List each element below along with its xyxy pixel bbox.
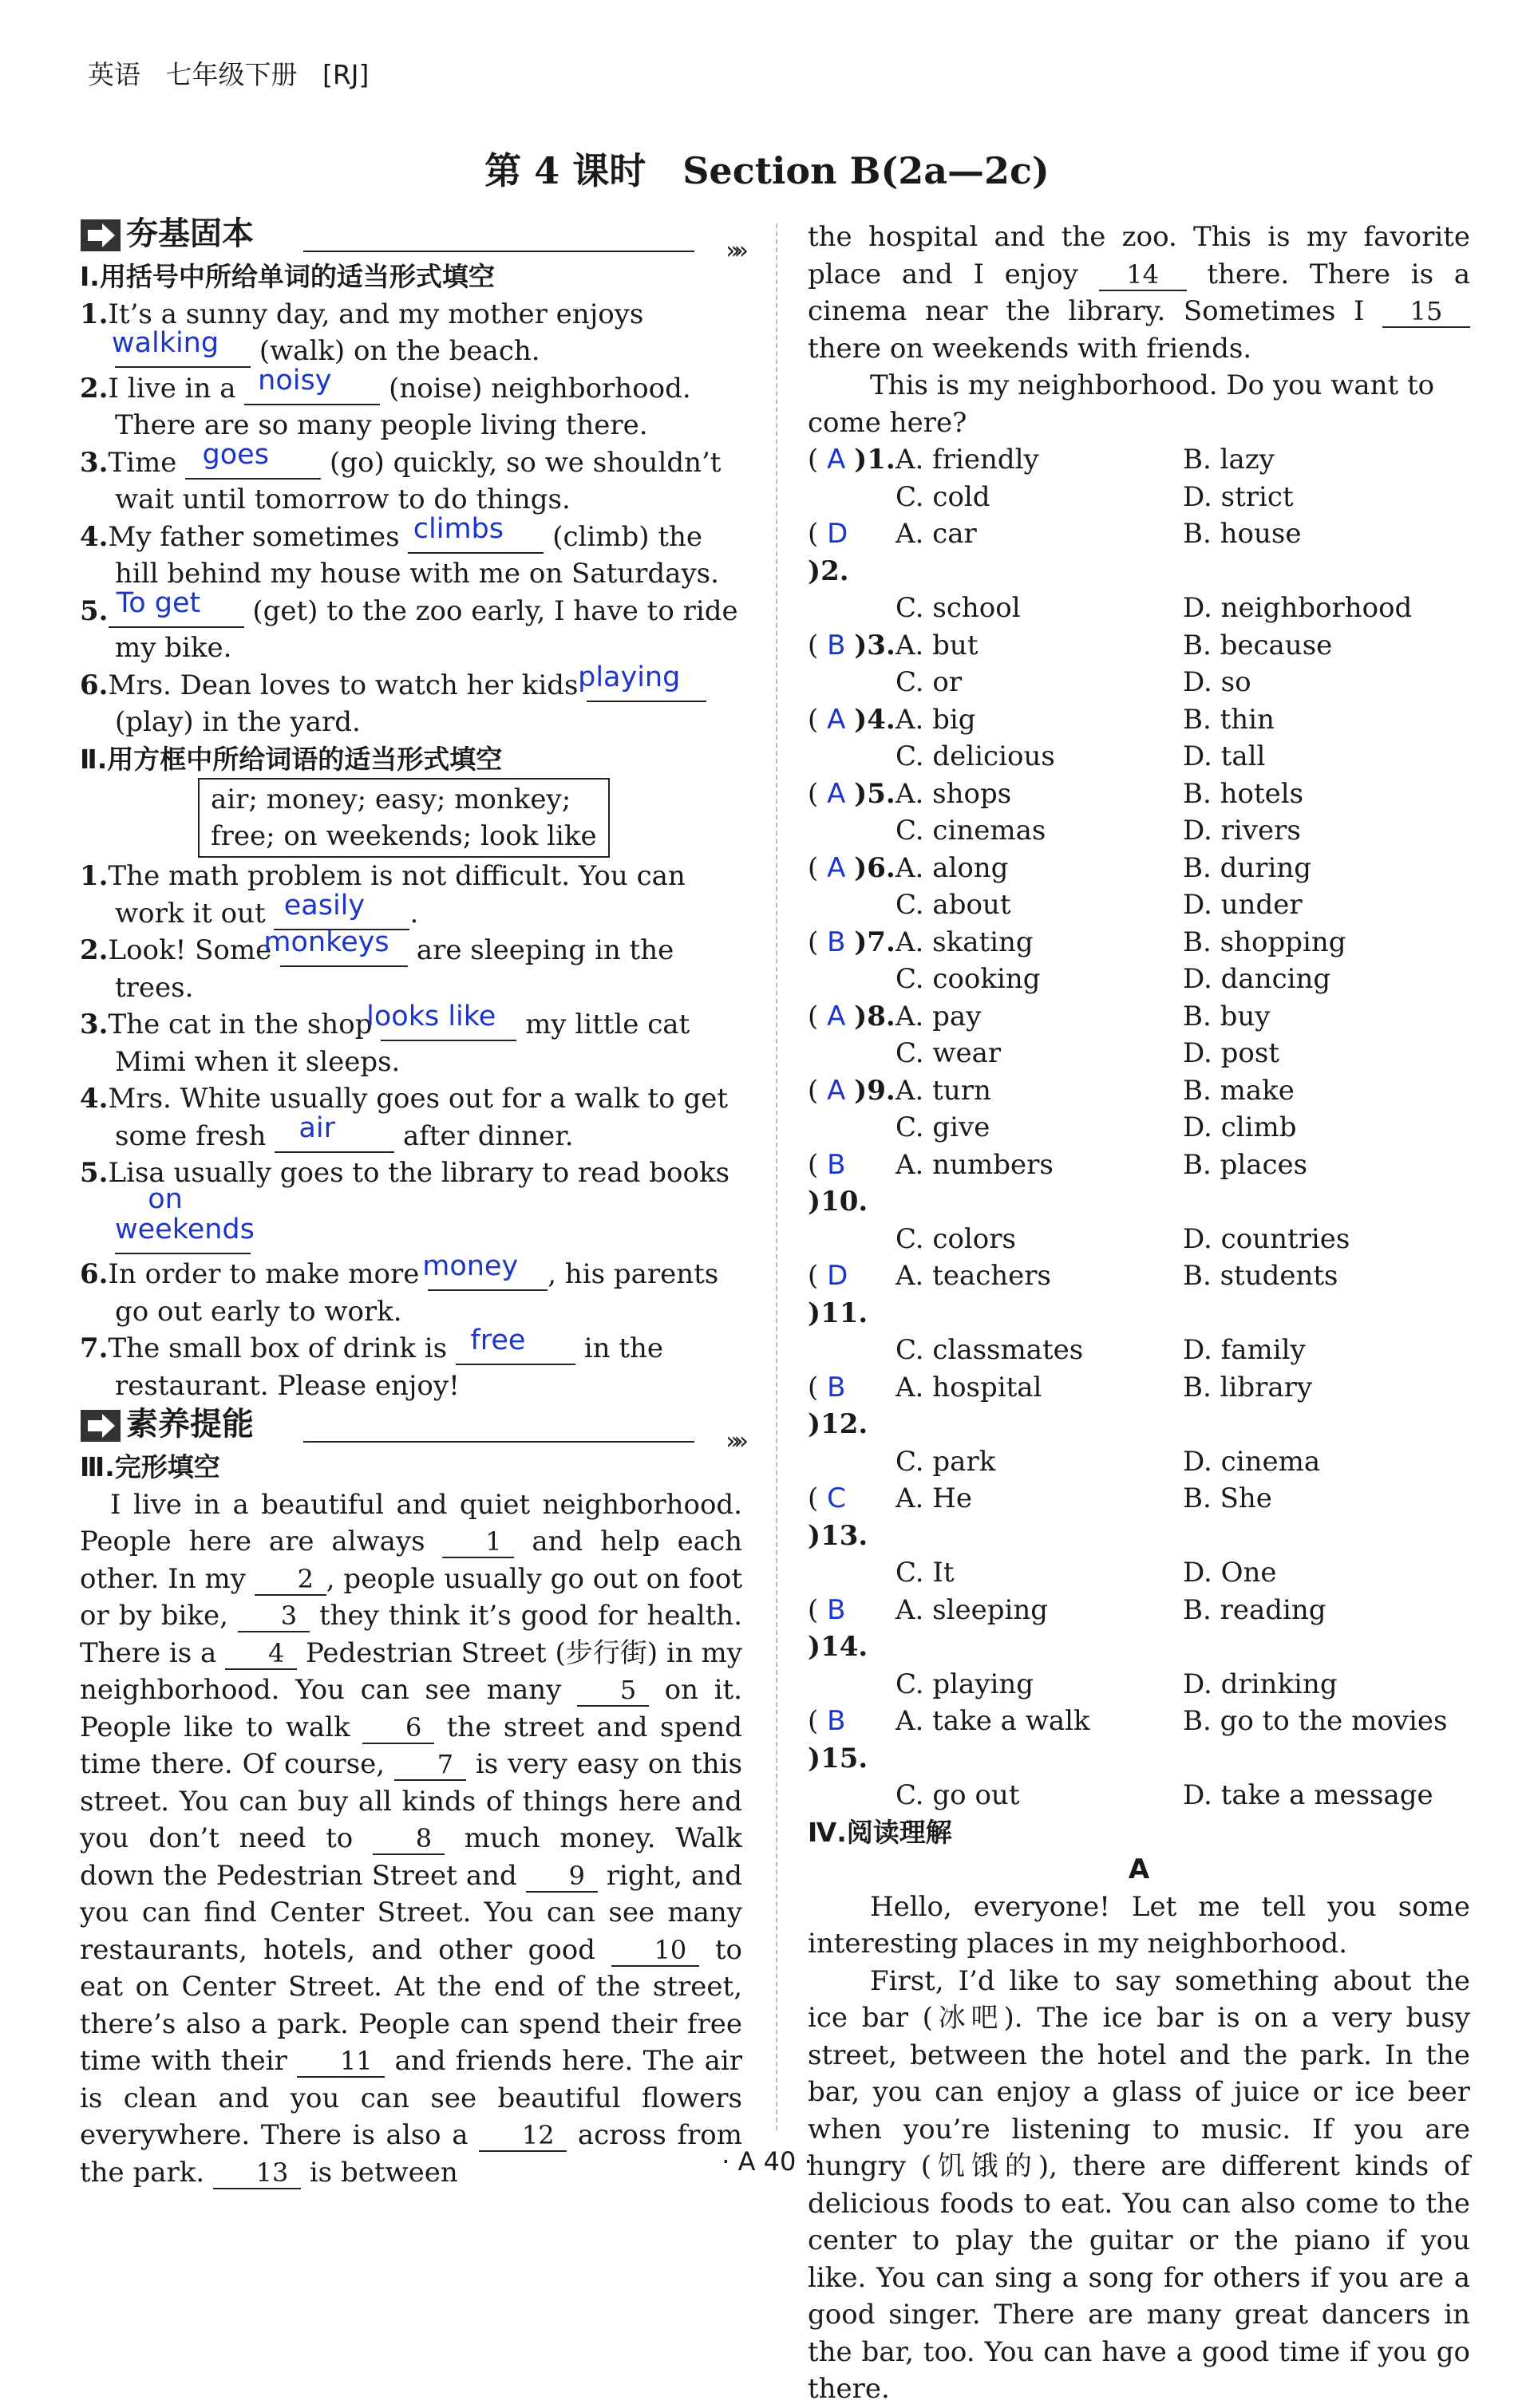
option-b: B. shopping	[1183, 926, 1346, 958]
option-row	[808, 627, 1470, 665]
option-row	[808, 701, 1470, 739]
chevrons-icon: »»	[725, 237, 742, 265]
option-d: D. drinking	[1183, 1668, 1338, 1700]
option-c: C. delicious	[895, 740, 1055, 772]
answer-bracket: ( D )2.	[808, 518, 849, 587]
answer-bracket: ( B )3.	[808, 629, 895, 661]
option-d: D. countries	[1183, 1222, 1350, 1255]
column-divider	[776, 223, 777, 2130]
option-b: B. make	[1183, 1074, 1295, 1107]
answer-text: money	[422, 1250, 519, 1282]
option-d: D. cinema	[1183, 1445, 1321, 1478]
option-b: B. She	[1183, 1482, 1272, 1514]
answer-text: looks like	[366, 1001, 496, 1032]
question-item: 4.Mrs. White usually goes out for a walk to get some fresh air after dinner.	[80, 1083, 729, 1152]
answer-bracket: ( A )9.	[808, 1074, 895, 1107]
question-item: 7.The small box of drink is free in the restaurant. Please enjoy!	[80, 1324, 664, 1402]
option-row	[808, 441, 1470, 479]
option-c: C. playing	[895, 1668, 1034, 1700]
header-subject: 英语	[88, 59, 140, 90]
option-d: D. neighborhood	[1183, 592, 1413, 624]
option-d: D. take a message	[1183, 1779, 1433, 1811]
answer-text: on weekends	[115, 1182, 255, 1245]
answer-text: B	[827, 1705, 846, 1737]
arrow-badge-icon	[80, 1409, 121, 1443]
word-box-line: free; on weekends; look like	[211, 820, 597, 852]
answer-bracket: ( A )6.	[808, 851, 895, 884]
option-row	[808, 1109, 1470, 1147]
option-a: A. big	[895, 703, 976, 736]
option-row	[808, 590, 1470, 627]
option-row	[808, 1369, 1470, 1443]
answer-bracket: ( A )8.	[808, 1000, 895, 1032]
header-edition: [RJ]	[322, 59, 370, 90]
option-row	[808, 738, 1470, 776]
page-title: 第 4 课时 Section B(2a—2c)	[484, 149, 1050, 192]
arrow-badge-icon	[80, 219, 121, 252]
answer-text: B	[827, 926, 846, 958]
option-a: A. numbers	[895, 1148, 1054, 1181]
option-a: A. shops	[895, 777, 1012, 810]
option-d: D. tall	[1183, 740, 1266, 772]
option-c: C. about	[895, 889, 1011, 921]
question-item: 6.In order to make more money , his parents go out early to work.	[80, 1250, 719, 1328]
option-row	[808, 812, 1470, 850]
option-a: A. friendly	[895, 444, 1039, 476]
page-header	[88, 54, 369, 92]
option-b: B. hotels	[1183, 777, 1304, 810]
option-row	[808, 1332, 1470, 1369]
option-a: A. turn	[895, 1074, 991, 1107]
answer-bracket: ( D )11.	[808, 1260, 868, 1329]
question-item: 6.Mrs. Dean loves to watch her kids playing (play) in the yard.	[80, 667, 742, 741]
answer-text: walking	[111, 327, 219, 359]
option-c: C. park	[895, 1445, 996, 1478]
question-item: 1.It’s a sunny day, and my mother enjoys walking (walk) on the beach.	[80, 298, 644, 367]
option-b: B. because	[1183, 629, 1333, 661]
header-grade: 七年级下册	[165, 59, 298, 90]
option-row	[808, 1035, 1470, 1072]
answer-bracket: ( B )12.	[808, 1371, 868, 1440]
section-heading: Ⅳ.阅读理解	[808, 1816, 952, 1848]
cloze-closing: This is my neighborhood. Do you want to come here?	[808, 369, 1435, 439]
page-number: · A 40 ·	[722, 2146, 812, 2177]
answer-bracket: ( A )5.	[808, 777, 895, 810]
option-b: B. thin	[1183, 703, 1275, 736]
answer-text: air	[298, 1111, 335, 1144]
answer-bracket: ( B )15.	[808, 1705, 868, 1774]
option-c: C. classmates	[895, 1334, 1084, 1366]
banner-advance	[80, 1404, 742, 1455]
option-d: D. so	[1183, 666, 1251, 698]
option-c: C. wear	[895, 1037, 1002, 1069]
option-c: C. go out	[895, 1779, 1020, 1811]
answer-bracket: ( B )7.	[808, 926, 895, 958]
answer-text: A	[827, 777, 846, 810]
answer-text: climbs	[413, 512, 504, 545]
section-heading: Ⅱ.用方框中所给词语的适当形式填空	[80, 743, 503, 775]
right-column	[808, 219, 1470, 2408]
question-item: 2.I live in a noisy (noise) neighborhood. There are so many people living there.	[80, 364, 691, 441]
option-row	[808, 850, 1470, 887]
answer-text: B	[827, 629, 846, 661]
option-row	[808, 1554, 1470, 1592]
answer-text: monkeys	[263, 926, 389, 958]
option-c: C. or	[895, 666, 963, 698]
question-item: 5.Lisa usually goes to the library to read books on weekends	[80, 1155, 742, 1256]
option-row	[808, 515, 1470, 590]
option-a: A. He	[895, 1482, 972, 1514]
banner-rule	[303, 1441, 694, 1443]
option-c: C. school	[895, 592, 1021, 624]
option-c: C. give	[895, 1111, 990, 1143]
answer-text: D	[827, 518, 848, 550]
banner-rule	[303, 251, 694, 252]
answer-text: D	[827, 1260, 848, 1292]
answer-text: A	[827, 1074, 846, 1107]
answer-text: A	[827, 444, 846, 476]
answer-bracket: ( A )4.	[808, 703, 895, 736]
option-a: A. car	[895, 518, 977, 550]
question-item: 3.Time goes (go) quickly, so we shouldn’t wait until tomorrow to do things.	[80, 438, 722, 515]
answer-text: C	[827, 1482, 846, 1514]
option-b: B. students	[1183, 1260, 1338, 1292]
answer-text: goes	[202, 438, 269, 471]
option-row	[808, 1666, 1470, 1703]
question-item: 3.The cat in the shop looks like my little cat Mimi when it sleeps.	[80, 1001, 690, 1078]
answer-text: A	[827, 703, 846, 736]
options-list	[808, 441, 1470, 1814]
option-b: B. library	[1183, 1371, 1313, 1403]
question-item: 1.The math problem is not difficult. You can work it out easily .	[80, 860, 686, 930]
answer-text: noisy	[258, 364, 332, 397]
option-d: D. post	[1183, 1037, 1280, 1069]
option-row	[808, 479, 1470, 516]
answer-text: A	[827, 1000, 846, 1032]
passage-label: A	[1128, 1853, 1150, 1885]
option-d: D. One	[1183, 1557, 1277, 1589]
option-b: B. reading	[1183, 1593, 1326, 1626]
answer-bracket: ( B )10.	[808, 1148, 868, 1218]
option-b: B. during	[1183, 851, 1312, 884]
option-d: D. dancing	[1183, 963, 1331, 995]
option-d: D. rivers	[1183, 815, 1301, 847]
word-box-line: air; money; easy; monkey;	[211, 784, 571, 815]
option-c: C. cooking	[895, 963, 1041, 995]
option-a: A. take a walk	[895, 1705, 1090, 1737]
option-row	[808, 1072, 1470, 1110]
option-a: A. skating	[895, 926, 1034, 958]
option-c: C. It	[895, 1557, 955, 1589]
banner-title: 素养提能	[126, 1406, 254, 1443]
answer-text: playing	[578, 661, 681, 693]
answer-text: free	[470, 1324, 526, 1356]
option-a: A. teachers	[895, 1260, 1051, 1292]
option-a: A. along	[895, 851, 1009, 884]
answer-text: B	[827, 1371, 846, 1403]
option-row	[808, 1777, 1470, 1814]
reading-paragraph: First, I’d like to say something about the ice bar (冰吧). The ice bar is on a very busy street, between the hotel and the park. In the bar, you can enjoy a glass of juice or ice beer when you’re listening to music. If you are hungry (饥饿的), there are different kinds of delicious foods to eat. You can also come to the center to play the guitar or the piano if you like. You can sing a song for others if you are a good singer. There are many great dancers in the bar, too. You can have a good time if you go there.	[808, 1964, 1470, 2405]
reading-paragraph: Hello, everyone! Let me tell you some interesting places in my neighborhood.	[808, 1890, 1470, 1960]
option-d: D. under	[1183, 889, 1303, 921]
option-row	[808, 998, 1470, 1036]
answer-bracket: ( C )13.	[808, 1482, 868, 1552]
option-row	[808, 1480, 1470, 1554]
option-a: A. but	[895, 629, 979, 661]
option-row	[808, 886, 1470, 924]
option-row	[808, 1703, 1470, 1777]
answer-bracket: ( B )14.	[808, 1593, 868, 1663]
word-box	[198, 778, 610, 858]
answer-text: To get	[116, 586, 201, 619]
answer-text: easily	[283, 889, 366, 922]
option-row	[808, 1257, 1470, 1332]
option-row	[808, 1443, 1470, 1481]
answer-text: B	[827, 1593, 846, 1626]
option-a: A. pay	[895, 1000, 982, 1032]
option-d: D. strict	[1183, 480, 1294, 513]
option-row	[808, 776, 1470, 813]
cloze-continued: the hospital and the zoo. This is my favorite place and I enjoy 14 there. There is a cinema near the library. Sometimes I 15 there on weekends with friends.	[808, 221, 1471, 365]
option-b: B. go to the movies	[1183, 1705, 1448, 1737]
section-heading: Ⅰ.用括号中所给单词的适当形式填空	[80, 261, 495, 292]
option-d: D. climb	[1183, 1111, 1297, 1143]
section-heading: Ⅲ.完形填空	[80, 1451, 220, 1482]
left-column	[80, 214, 742, 2191]
option-c: C. cinemas	[895, 815, 1046, 847]
question-item: 4.My father sometimes climbs (climb) the hill behind my house with me on Saturdays.	[80, 512, 719, 590]
question-item: 2.Look! Some monkeys are sleeping in the trees.	[80, 926, 674, 1004]
option-row	[808, 1221, 1470, 1258]
option-row	[808, 664, 1470, 701]
question-item: 5. To get (get) to the zoo early, I have to ride my bike.	[80, 586, 738, 664]
option-row	[808, 961, 1470, 998]
option-row	[808, 1592, 1470, 1666]
option-c: C. colors	[895, 1222, 1016, 1255]
option-b: B. house	[1183, 518, 1302, 550]
answer-text: A	[827, 851, 846, 884]
option-a: A. sleeping	[895, 1593, 1049, 1626]
option-a: A. hospital	[895, 1371, 1042, 1403]
option-b: B. buy	[1183, 1000, 1271, 1032]
option-b: B. lazy	[1183, 444, 1275, 476]
option-d: D. family	[1183, 1334, 1306, 1366]
banner-basic	[80, 214, 742, 265]
answer-bracket: ( A )1.	[808, 444, 895, 476]
chevrons-icon: »»	[725, 1427, 742, 1455]
option-row	[808, 1147, 1470, 1221]
option-row	[808, 924, 1470, 961]
option-c: C. cold	[895, 480, 990, 513]
cloze-passage: I live in a beautiful and quiet neighborhood. People here are always 1 and help each other. In my 2 , people usually go out on foot or by bike, 3 they think it’s good for health. There is a 4 Pedestrian Street (步行街) in my neighborhood. You can see many 5 on it. People like to walk 6 the street and spend time there. Of course, 7 is very easy on this street. You can buy all kinds of things here and you don’t need to 8 much money. Walk down the Pedestrian Street and 9 right, and you can find Center Street. You can see many restaurants, hotels, and other good 10 to eat on Center Street. At the end of the street, there’s also a park. People can spend their free time with their 11 and friends here. The air is clean and you can see beautiful flowers everywhere. There is also a 12 across from the park. 13 is between	[80, 1488, 743, 2189]
banner-title: 夯基固本	[126, 215, 254, 252]
option-b: B. places	[1183, 1148, 1308, 1181]
answer-text: B	[827, 1148, 846, 1181]
